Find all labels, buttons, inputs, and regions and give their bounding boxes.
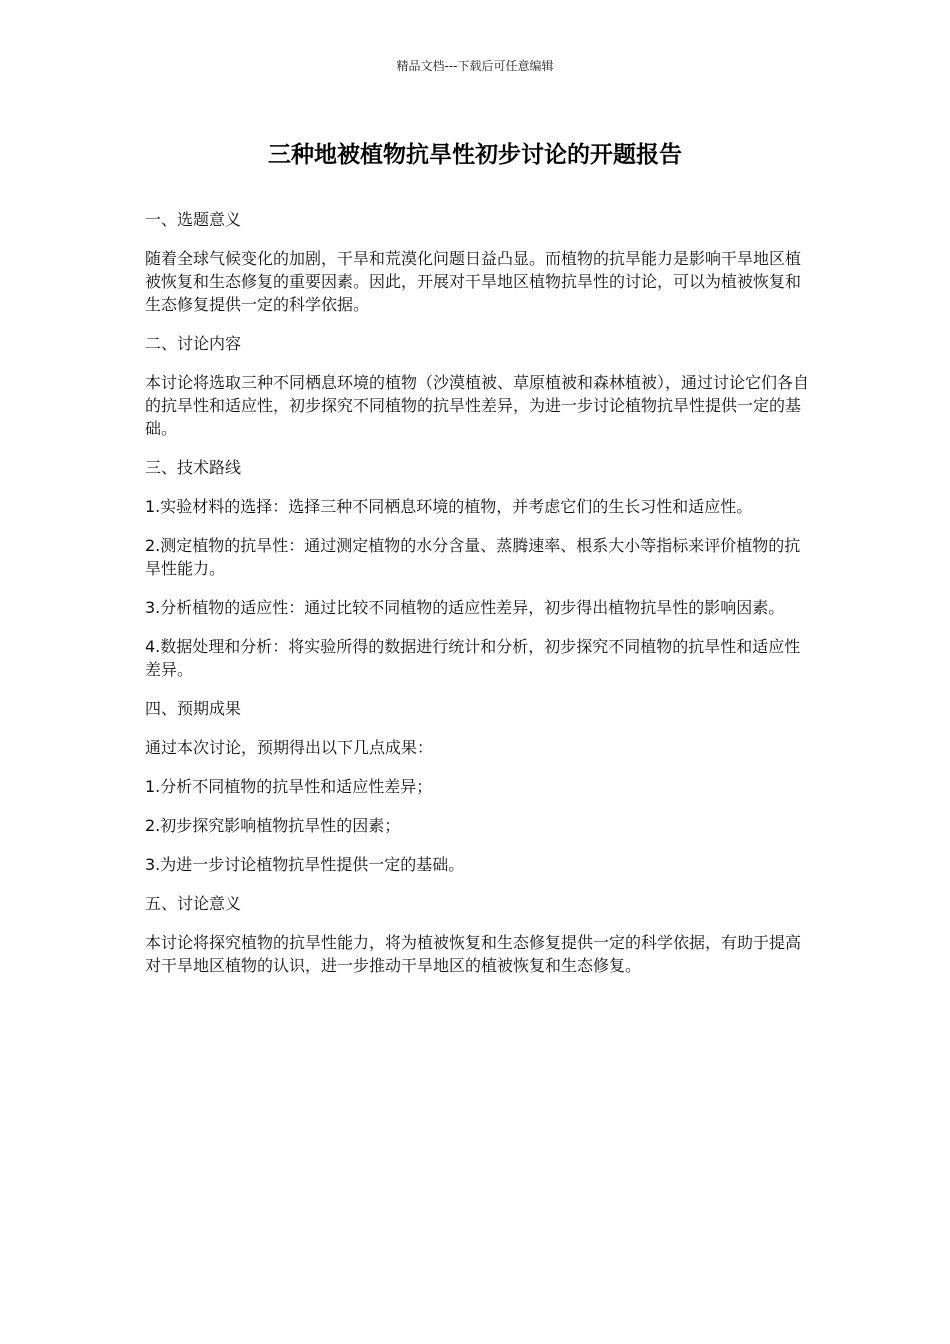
list-item-result-3: 3.为进一步讨论植物抗旱性提供一定的基础。: [145, 855, 465, 874]
paragraph-expected-intro: 通过本次讨论，预期得出以下几点成果：: [145, 738, 434, 757]
document-body: [145, 208, 810, 993]
list-item-result-1: 1.分析不同植物的抗旱性和适应性差异；: [145, 777, 433, 796]
section-heading-technical-route: 三、技术路线: [145, 458, 242, 477]
paragraph-content: 本讨论将选取三种不同栖息环境的植物（沙漠植被、草原植被和森林植被），通过讨论它们各自的抗旱性和适应性，初步探究不同植物的抗旱性差异，为进一步讨论植物抗旱性提供一定的基础。: [145, 373, 810, 438]
paragraph-meaning: 本讨论将探究植物的抗旱性能力，将为植被恢复和生态修复提供一定的科学依据，有助于提高对干旱地区植物的认识，进一步推动干旱地区的植被恢复和生态修复。: [145, 933, 802, 975]
list-item-route-2: 2.测定植物的抗旱性：通过测定植物的水分含量、蒸腾速率、根系大小等指标来评价植物的抗旱性能力。: [145, 536, 801, 578]
section-heading-content: 二、讨论内容: [145, 334, 242, 353]
page-header-watermark: 精品文档---下载后可任意编辑: [396, 59, 554, 73]
document-title: 三种地被植物抗旱性初步讨论的开题报告: [268, 142, 682, 168]
section-heading-expected-results: 四、预期成果: [145, 699, 242, 718]
list-item-route-3: 3.分析植物的适应性：通过比较不同植物的适应性差异，初步得出植物抗旱性的影响因素。: [145, 598, 785, 617]
list-item-route-4: 4.数据处理和分析：将实验所得的数据进行统计和分析，初步探究不同植物的抗旱性和适应性差异。: [145, 637, 801, 679]
section-heading-significance: 一、选题意义: [145, 210, 242, 229]
paragraph-significance: 随着全球气候变化的加剧，干旱和荒漠化问题日益凸显。而植物的抗旱能力是影响干旱地区植被恢复和生态修复的重要因素。因此，开展对干旱地区植物抗旱性的讨论，可以为植被恢复和生态修复提供一定的科学依据。: [145, 249, 802, 314]
section-heading-meaning: 五、讨论意义: [145, 894, 242, 913]
list-item-result-2: 2.初步探究影响植物抗旱性的因素；: [145, 816, 401, 835]
list-item-route-1: 1.实验材料的选择：选择三种不同栖息环境的植物，并考虑它们的生长习性和适应性。: [145, 497, 753, 516]
